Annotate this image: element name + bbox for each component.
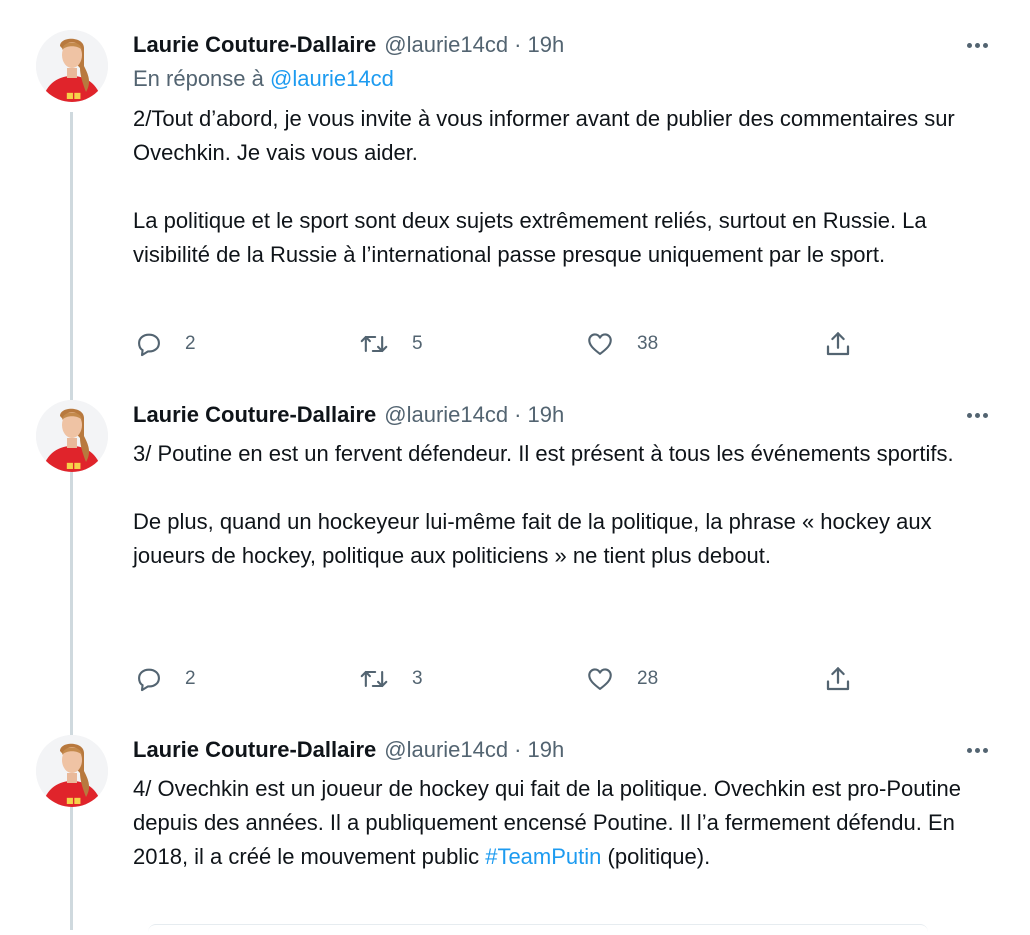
author-name[interactable]: Laurie Couture-Dallaire (133, 32, 377, 57)
like-count: 28 (637, 668, 659, 689)
reply-prefix: En réponse à (133, 66, 264, 91)
tweet-text (133, 102, 983, 272)
share-upload-icon (823, 329, 853, 359)
reply-count: 2 (185, 668, 196, 689)
timestamp[interactable]: 19h (527, 737, 565, 762)
retweet-count: 3 (412, 668, 423, 689)
author-handle[interactable]: @laurie14cd (384, 737, 509, 762)
tweet-text-segment: 4/ Ovechkin est un joueur de hockey qui fait de la politique. Ovechkin est pro-Poutine depuis des années. Il a publiquement encensé Poutine. Il l’a fermement défendu. En 2018, il a créé le mouvement public (133, 776, 961, 869)
reply-button[interactable] (135, 662, 196, 696)
reply-mention-link[interactable]: @laurie14cd (270, 66, 394, 91)
tweet-paragraph (133, 772, 983, 874)
more-options-icon[interactable] (960, 30, 994, 60)
retweet-button[interactable] (358, 327, 423, 361)
author-handle[interactable]: @laurie14cd (384, 402, 509, 427)
reply-count: 2 (185, 333, 196, 354)
tweet-actions (133, 662, 873, 696)
tweet-text (133, 772, 983, 874)
tweet-paragraph: De plus, quand un hockeyeur lui-même fait de la politique, la phrase « hockey aux joueurs de hockey, politique aux politiciens » ne tient plus debout. (133, 509, 932, 568)
retweet-count: 5 (412, 333, 423, 354)
like-button[interactable] (585, 662, 658, 696)
author-name[interactable]: Laurie Couture-Dallaire (133, 737, 377, 762)
tweet-header (133, 400, 564, 430)
tweet-text-segment: (politique). (601, 844, 711, 869)
share-button[interactable] (823, 662, 853, 696)
timestamp[interactable]: 19h (527, 402, 565, 427)
svg-text:■■: ■■ (66, 91, 82, 100)
tweet-header (133, 735, 564, 765)
share-upload-icon (823, 664, 853, 694)
author-handle[interactable]: @laurie14cd (384, 32, 509, 57)
reply-context (133, 66, 394, 92)
heart-icon (585, 330, 615, 358)
timestamp[interactable]: 19h (527, 32, 565, 57)
retweet-icon (358, 665, 390, 693)
tweet-paragraph: 2/Tout d’abord, je vous invite à vous informer avant de publier des commentaires sur Ovechkin. Je vais vous aider. (133, 106, 955, 165)
separator-dot: · (514, 32, 522, 57)
tweet-actions (133, 327, 873, 361)
more-options-icon[interactable] (960, 735, 994, 765)
tweet-paragraph: La politique et le sport sont deux sujets extrêmement reliés, surtout en Russie. La visibilité de la Russie à l’international passe presque uniquement par le sport. (133, 208, 927, 267)
like-button[interactable] (585, 327, 658, 361)
tweet-3[interactable] (0, 400, 1030, 710)
svg-text:■■: ■■ (66, 461, 82, 470)
separator-dot: · (514, 737, 522, 762)
tweet-text (133, 437, 983, 573)
tweet-header (133, 30, 564, 60)
share-button[interactable] (823, 327, 853, 361)
hashtag-link[interactable]: #TeamPutin (485, 844, 602, 869)
heart-icon (585, 665, 615, 693)
avatar[interactable] (36, 400, 108, 472)
retweet-icon (358, 330, 390, 358)
svg-text:■■: ■■ (66, 796, 82, 805)
avatar[interactable] (36, 30, 108, 102)
more-options-icon[interactable] (960, 400, 994, 430)
tweet-4[interactable] (0, 735, 1030, 925)
author-name[interactable]: Laurie Couture-Dallaire (133, 402, 377, 427)
reply-bubble-icon (135, 330, 163, 358)
reply-bubble-icon (135, 665, 163, 693)
like-count: 38 (637, 333, 659, 354)
reply-button[interactable] (135, 327, 196, 361)
tweet-paragraph: 3/ Poutine en est un fervent défendeur. Il est présent à tous les événements sportifs. (133, 441, 954, 466)
retweet-button[interactable] (358, 662, 423, 696)
tweet-2[interactable] (0, 30, 1030, 375)
separator-dot: · (514, 402, 522, 427)
avatar[interactable] (36, 735, 108, 807)
